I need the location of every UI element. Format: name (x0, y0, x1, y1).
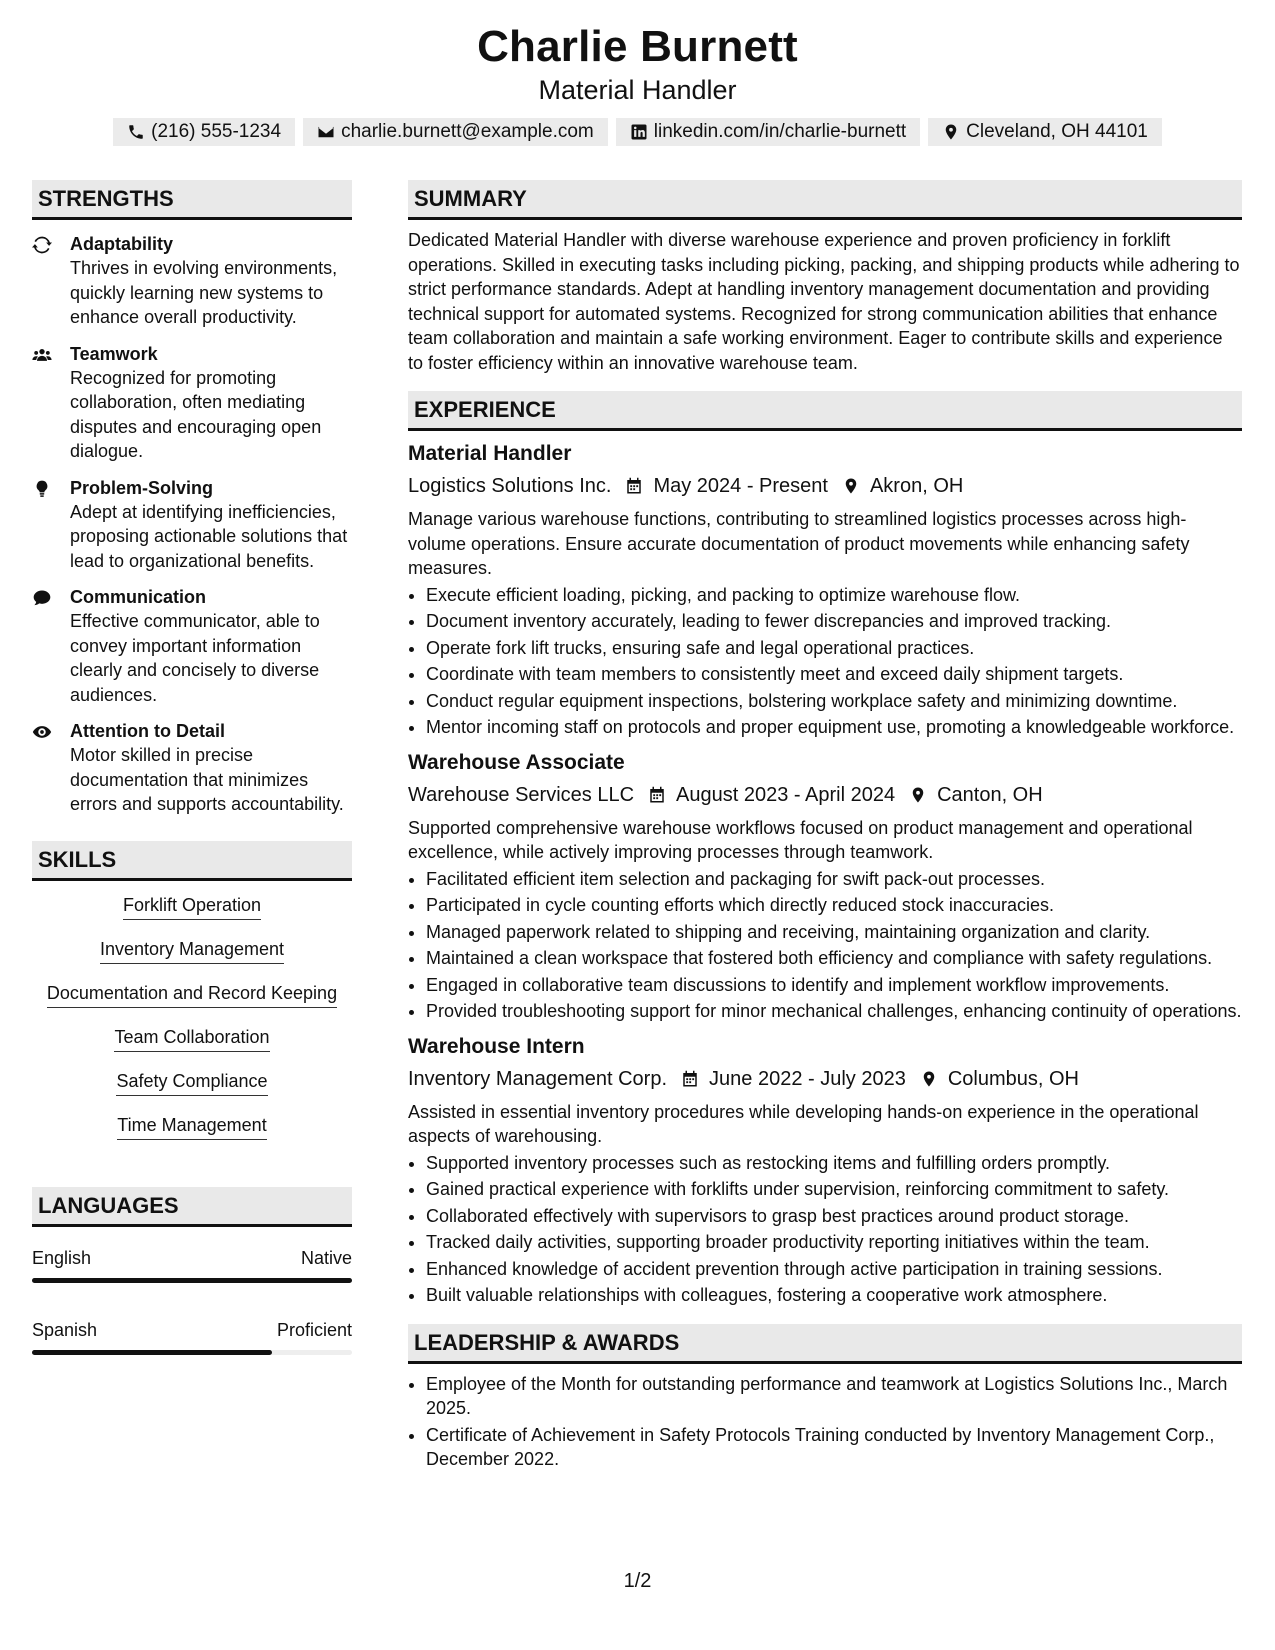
job-bullets (408, 867, 1242, 1024)
skill-tag: Team Collaboration (114, 1025, 269, 1052)
candidate-role: Material Handler (538, 75, 737, 105)
job-dates: August 2023 - April 2024 (676, 783, 896, 806)
resume-header (0, 22, 1275, 146)
phone-text: (216) 555-1234 (151, 121, 282, 142)
language-item (32, 1319, 352, 1355)
job-entry (408, 750, 1242, 1024)
language-bar (32, 1350, 352, 1355)
bullet-item: • Facilitated efficient item selection and packaging for swift pack-out processes. (426, 867, 1242, 892)
skills-heading: SKILLS (32, 841, 352, 881)
contact-location (928, 118, 1162, 146)
linkedin-icon (630, 123, 648, 141)
bullet-item: • Enhanced knowledge of accident prevention through active participation in training sessions. (426, 1257, 1242, 1282)
job-description: Supported comprehensive warehouse workflows focused on product management and operational excellence, while actively improving processes through teamwork. (408, 817, 1193, 862)
refresh-icon (32, 235, 52, 255)
candidate-name: Charlie Burnett (477, 22, 798, 71)
summary-heading: SUMMARY (408, 180, 1242, 220)
job-company: Logistics Solutions Inc. (408, 475, 612, 497)
left-column (32, 180, 352, 1355)
calendar-icon (681, 1070, 699, 1088)
bullet-item: • Maintained a clean workspace that fostered both efficiency and compliance with safety regulations. (426, 946, 1242, 971)
strength-item (32, 585, 352, 707)
comment-icon (32, 588, 52, 608)
lightbulb-icon (32, 479, 52, 499)
language-bar (32, 1278, 352, 1283)
job-meta (408, 473, 1242, 499)
bullet-item: • Mentor incoming staff on protocols and proper equipment use, promoting a knowledgeable workforce. (426, 715, 1242, 740)
job-location: Canton, OH (937, 783, 1043, 806)
job-title: Material Handler (408, 442, 572, 465)
contact-linkedin[interactable] (616, 118, 920, 146)
language-bar-fill (32, 1278, 352, 1283)
strength-item (32, 719, 352, 817)
strength-desc: Adept at identifying inefficiencies, proposing actionable solutions that lead to organizational benefits. (70, 501, 348, 571)
job-description: Manage various warehouse functions, contributing to streamlined logistics processes across high-volume operations. Ensure accurate documentation of product movements while enhancing safety measures. (408, 509, 1190, 578)
bullet-item: • Collaborated effectively with supervisors to grasp best practices around product storage. (426, 1204, 1242, 1229)
location-text: Cleveland, OH 44101 (966, 121, 1148, 142)
skill-tag: Safety Compliance (116, 1069, 267, 1096)
language-bar-fill (32, 1350, 272, 1355)
users-icon (32, 345, 52, 365)
job-location: Akron, OH (869, 475, 964, 497)
bullet-item: • Provided troubleshooting support for minor mechanical challenges, enhancing continuity of operations. (426, 999, 1242, 1024)
contact-phone[interactable] (113, 118, 295, 146)
language-name: English (32, 1247, 92, 1268)
job-description: Assisted in essential inventory procedures while developing hands-on experience in the operational aspects of warehousing. (408, 1101, 1199, 1146)
job-entry (408, 1034, 1242, 1308)
contact-bar (0, 118, 1275, 146)
linkedin-text: linkedin.com/in/charlie-burnett (653, 121, 907, 142)
map-pin-icon (920, 1070, 938, 1088)
bullet-item: • Operate fork lift trucks, ensuring safe and legal operational practices. (426, 636, 1242, 661)
bullet-item: • Participated in cycle counting efforts which directly reduced stock inaccuracies. (426, 893, 1242, 918)
awards-list (408, 1372, 1242, 1472)
language-level: Native (300, 1247, 352, 1268)
experience-heading: EXPERIENCE (408, 391, 1242, 431)
strength-item (32, 476, 352, 574)
map-pin-icon (942, 123, 960, 141)
language-item (32, 1247, 352, 1283)
skills-list (32, 893, 352, 1157)
contact-email[interactable] (303, 118, 608, 146)
job-bullets (408, 1151, 1242, 1308)
page-number: 1/2 (623, 1570, 652, 1592)
bullet-item: • Supported inventory processes such as restocking items and fulfilling orders promptly. (426, 1151, 1242, 1176)
job-title: Warehouse Associate (408, 750, 625, 774)
strength-desc: Thrives in evolving environments, quickly learning new systems to enhance overall productivity. (70, 258, 338, 327)
strength-title: Communication (70, 587, 207, 607)
language-level: Proficient (276, 1319, 352, 1340)
map-pin-icon (909, 786, 927, 804)
bullet-item: • Built valuable relationships with colleagues, fostering a cooperative work atmosphere. (426, 1283, 1242, 1308)
job-dates: May 2024 - Present (653, 475, 828, 497)
right-column (408, 180, 1242, 1472)
job-entry (408, 441, 1242, 740)
strength-desc: Effective communicator, able to convey important information clearly and concisely to diverse audiences. (70, 611, 320, 705)
job-meta (408, 782, 1242, 808)
strength-desc: Motor skilled in precise documentation that minimizes errors and supports accountability. (70, 745, 344, 814)
job-location: Columbus, OH (947, 1067, 1079, 1090)
calendar-icon (625, 477, 643, 495)
award-item: • Employee of the Month for outstanding performance and teamwork at Logistics Solutions Inc., March 2025. (426, 1372, 1242, 1421)
email-text: charlie.burnett@example.com (341, 121, 594, 142)
job-title: Warehouse Intern (408, 1034, 585, 1058)
job-company: Warehouse Services LLC (408, 783, 635, 806)
skill-tag: Forklift Operation (123, 893, 261, 920)
language-name: Spanish (32, 1319, 98, 1340)
strengths-heading: STRENGTHS (32, 180, 352, 220)
skill-tag: Documentation and Record Keeping (47, 981, 337, 1008)
summary-text: Dedicated Material Handler with diverse warehouse experience and proven proficiency in forklift operations. Skilled in executing tasks including picking, packing, and shipping products while adhering to strict performance standards. Adept at handling inventory management documentation and providing technical support for automated systems. Recognized for strong communication abilities that enhance team collaboration and maintain a safe working environment. Eager to contribute skills and experience to foster efficiency within an innovative warehouse team. (408, 230, 1240, 373)
bullet-item: • Conduct regular equipment inspections, bolstering workplace safety and minimizing downtime. (426, 689, 1242, 714)
calendar-icon (648, 786, 666, 804)
job-company: Inventory Management Corp. (408, 1067, 668, 1090)
bullet-item: • Gained practical experience with forklifts under supervision, reinforcing commitment to safety. (426, 1177, 1242, 1202)
bullet-item: • Document inventory accurately, leading to fewer discrepancies and improved tracking. (426, 609, 1242, 634)
bullet-item: • Managed paperwork related to shipping and receiving, maintaining organization and clarity. (426, 920, 1242, 945)
skill-tag: Inventory Management (100, 937, 284, 964)
strength-title: Problem-Solving (70, 477, 214, 498)
strength-item (32, 232, 352, 330)
job-bullets (408, 583, 1242, 740)
strength-item (32, 342, 352, 464)
job-dates: June 2022 - July 2023 (709, 1067, 906, 1090)
phone-icon (127, 123, 145, 141)
languages-heading: LANGUAGES (32, 1187, 352, 1227)
award-item: • Certificate of Achievement in Safety Protocols Training conducted by Inventory Management Corp., December 2022. (426, 1423, 1242, 1472)
bullet-item: • Engaged in collaborative team discussions to identify and implement workflow improvements. (426, 973, 1242, 998)
eye-icon (32, 722, 52, 742)
envelope-icon (317, 123, 335, 141)
job-meta (408, 1066, 1242, 1092)
bullet-item: • Coordinate with team members to consistently meet and exceed daily shipment targets. (426, 662, 1242, 687)
skill-tag: Time Management (117, 1113, 266, 1140)
strength-desc: Recognized for promoting collaboration, often mediating disputes and encouraging open dialogue. (70, 367, 322, 461)
bullet-item: • Execute efficient loading, picking, and packing to optimize warehouse flow. (426, 583, 1242, 608)
map-pin-icon (842, 477, 860, 495)
strength-title: Attention to Detail (70, 721, 225, 741)
strength-title: Teamwork (70, 343, 158, 364)
bullet-item: • Tracked daily activities, supporting broader productivity reporting initiatives within the team. (426, 1230, 1242, 1255)
strength-title: Adaptability (70, 234, 174, 254)
awards-heading: LEADERSHIP & AWARDS (408, 1324, 1242, 1364)
